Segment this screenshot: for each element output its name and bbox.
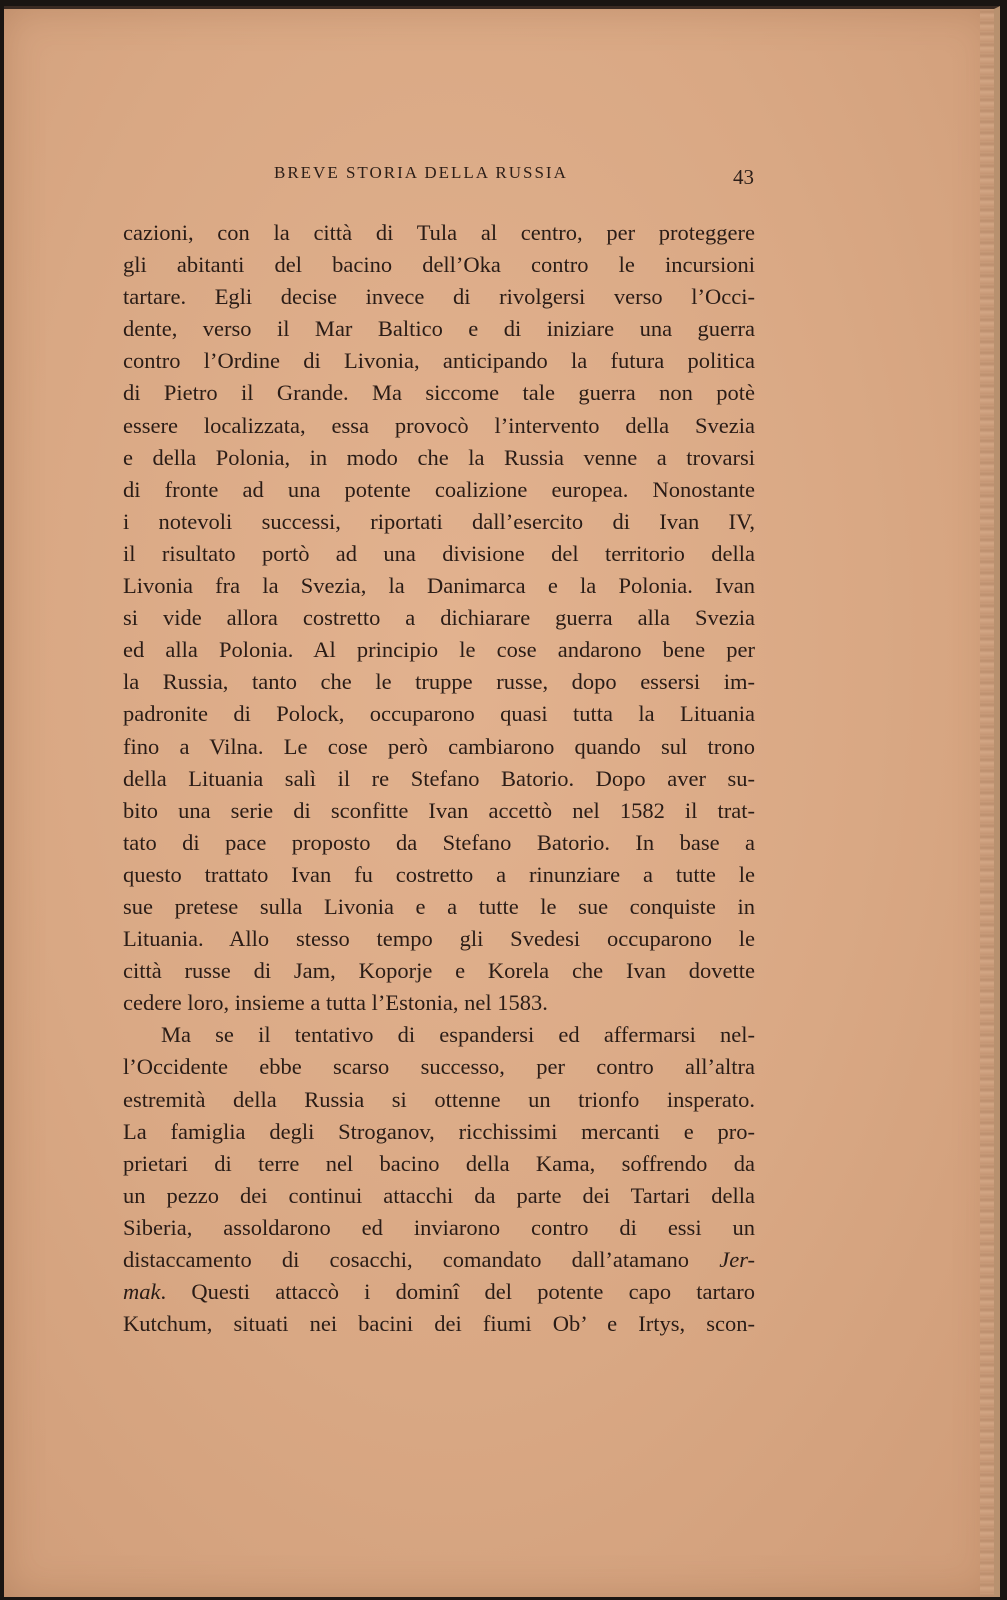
italic-name: mak	[123, 1279, 161, 1305]
text-line: si vide allora costretto a dichiarare guerra alla Svezia	[123, 605, 755, 631]
text-line: cazioni, con la città di Tula al centro, per proteggere	[123, 220, 755, 245]
text-line: prietari di terre nel bacino della Kama, soffrendo da	[123, 1150, 755, 1176]
text-fragment: distaccamento di cosacchi, comandato dall’atamano	[123, 1247, 720, 1272]
text-fragment: . Questi attaccò i dominî del potente capo tartaro	[160, 1279, 755, 1305]
text-line: della Lituania salì il re Stefano Batorio. Dopo aver su-	[123, 765, 755, 791]
text-line: fino a Vilna. Le cose però cambiarono quando sul trono	[123, 733, 755, 759]
text-line: città russe di Jam, Koporje e Korela che Ivan dovette	[123, 958, 755, 984]
text-line: essere localizzata, essa provocò l’intervento della Svezia	[123, 412, 755, 438]
text-line: Livonia fra la Svezia, la Danimarca e la Polonia. Ivan	[123, 573, 755, 599]
text-line: sue pretese sulla Livonia e a tutte le sue conquiste in	[123, 893, 755, 919]
text-line: i notevoli successi, riportati dall’esercito di Ivan IV,	[123, 508, 755, 534]
text-line: il risultato portò ad una divisione del territorio della	[123, 540, 755, 566]
page-number: 43	[733, 165, 754, 189]
text-line: tato di pace proposto da Stefano Batorio. In base a	[123, 829, 755, 855]
body-text	[123, 217, 755, 1340]
page-edge	[980, 9, 994, 1597]
text-line	[123, 1276, 755, 1308]
paragraph-2	[123, 1019, 755, 1340]
text-line: e della Polonia, in modo che la Russia venne a trovarsi	[123, 444, 755, 470]
text-line: gli abitanti del bacino dell’Oka contro le incursioni	[123, 252, 755, 278]
text-line: un pezzo dei continui attacchi da parte dei Tartari della	[123, 1182, 755, 1208]
text-line: bito una serie di sconfitte Ivan accettò nel 1582 il trat-	[123, 797, 755, 823]
text-line: Ma se il tentativo di espandersi ed affermarsi nel-	[161, 1022, 755, 1048]
text-line: dente, verso il Mar Baltico e di iniziare una guerra	[123, 316, 755, 342]
text-line: estremità della Russia si ottenne un trionfo insperato.	[123, 1086, 755, 1112]
book-page	[4, 6, 1000, 1597]
text-line: di Pietro il Grande. Ma siccome tale guerra non potè	[123, 380, 755, 406]
text-line: cedere loro, insieme a tutta l’Estonia, nel 1583.	[123, 990, 548, 1016]
text-line: Lituania. Allo stesso tempo gli Svedesi occuparono le	[123, 926, 755, 952]
italic-name: Jer-	[719, 1247, 755, 1272]
text-line: l’Occidente ebbe scarso successo, per contro all’altra	[123, 1054, 755, 1080]
text-line: di fronte ad una potente coalizione europea. Nonostante	[123, 476, 755, 502]
text-line: La famiglia degli Stroganov, ricchissimi mercanti e pro-	[123, 1118, 755, 1144]
text-line	[123, 1244, 755, 1276]
text-line: Kutchum, situati nei bacini dei fiumi Ob’ e Irtys, scon-	[123, 1311, 755, 1337]
text-line: contro l’Ordine di Livonia, anticipando la futura politica	[123, 348, 755, 374]
running-head	[274, 159, 754, 189]
text-line: padronite di Polock, occuparono quasi tutta la Lituania	[123, 701, 755, 727]
text-line: questo trattato Ivan fu costretto a rinunziare a tutte le	[123, 861, 755, 887]
text-line: ed alla Polonia. Al principio le cose andarono bene per	[123, 637, 755, 663]
running-title: BREVE STORIA DELLA RUSSIA	[274, 163, 568, 182]
text-line: la Russia, tanto che le truppe russe, dopo essersi im-	[123, 669, 755, 695]
text-line: tartare. Egli decise invece di rivolgersi verso l’Occi-	[123, 284, 755, 310]
text-line: Siberia, assoldarono ed inviarono contro di essi un	[123, 1214, 755, 1240]
paragraph-1	[123, 217, 755, 1019]
